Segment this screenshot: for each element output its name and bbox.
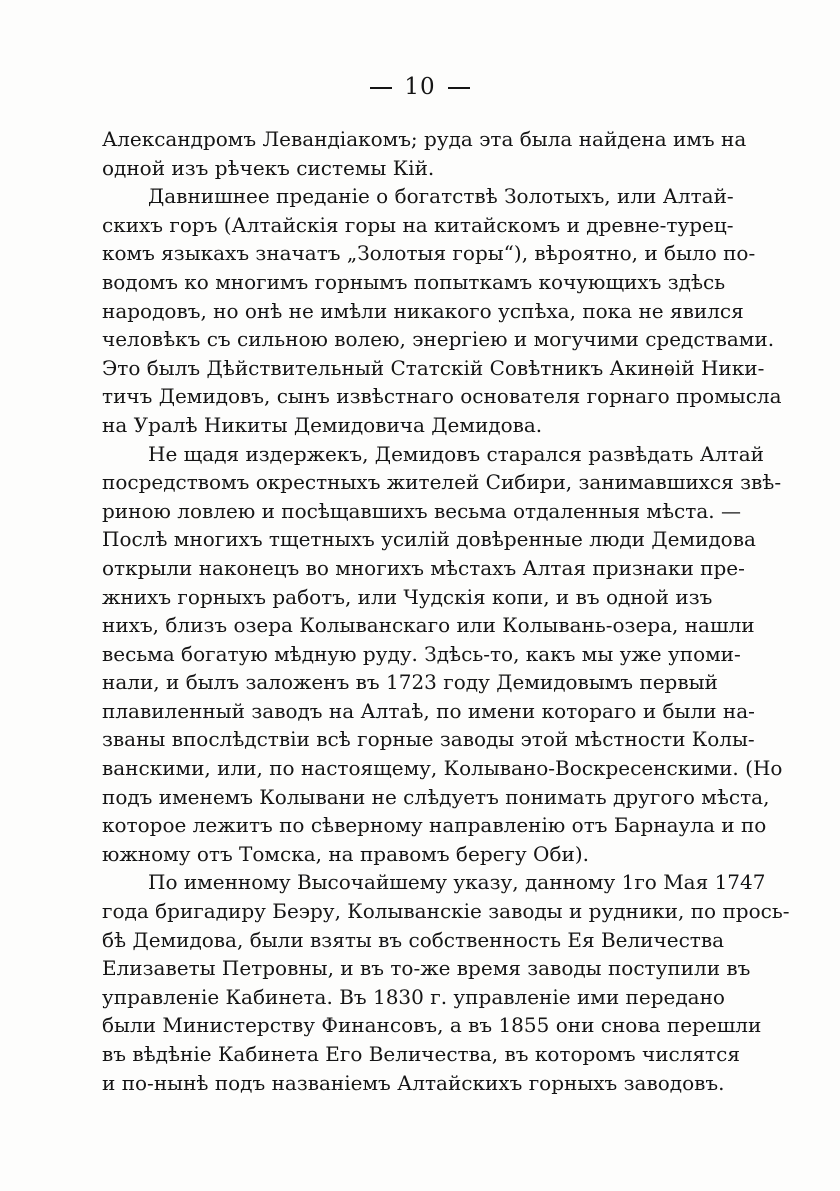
text-line: человѣкъ съ сильною волею, энергіею и могучими средствами.	[102, 327, 775, 352]
text-line: южному отъ Томска, на правомъ берегу Оби).	[102, 841, 589, 866]
text-line: нали, и былъ заложенъ въ 1723 году Демидовымъ первый	[102, 670, 718, 695]
text-line: и по-нынѣ подъ названіемъ Алтайскихъ горныхъ заводовъ.	[102, 1070, 725, 1095]
text-line: бѣ Демидова, были взяты въ собственность Ея Величества	[102, 927, 725, 952]
text-line: скихъ горъ (Алтайскія горы на китайскомъ и древне-турец-	[102, 212, 734, 237]
text-line: открыли наконецъ во многихъ мѣстахъ Алтая признаки пре-	[102, 555, 745, 580]
text-line: ванскими, или, по настоящему, Колывано-Воскресенскими. (Но	[102, 756, 783, 781]
text-line: риною ловлею и посѣщавшихъ весьма отдаленныя мѣста. —	[102, 498, 741, 523]
text-line: подъ именемъ Колывани не слѣдуетъ понимать другого мѣста,	[102, 784, 770, 809]
text-line: Александромъ Левандіакомъ; руда эта была найдена имъ на	[102, 127, 747, 151]
page-number-header	[0, 74, 840, 100]
text-line: комъ языкахъ значатъ „Золотыя горы“), вѣроятно, и было по-	[102, 241, 756, 266]
page-number: 10	[404, 74, 436, 100]
text-line: весьма богатую мѣдную руду. Здѣсь-то, какъ мы уже упоми-	[102, 641, 741, 666]
text-line: народовъ, но онѣ не имѣли никакого успѣха, пока не явился	[102, 298, 744, 323]
text-line: Давнишнее преданіе о богатствѣ Золотыхъ, или Алтай-	[148, 184, 734, 209]
text-line: управленіе Кабинета. Въ 1830 г. управленіе ими передано	[102, 984, 725, 1009]
text-line: водомъ ко многимъ горнымъ попыткамъ кочующихъ здѣсь	[102, 269, 726, 294]
text-line: Елизаветы Петровны, и въ то-же время заводы поступили въ	[102, 956, 751, 981]
text-line: нихъ, близъ озера Колыванскаго или Колывань-озера, нашли	[102, 613, 755, 638]
text-line: Не щадя издержекъ, Демидовъ старался развѣдать Алтай	[148, 441, 764, 466]
text-line: года бригадиру Беэру, Колыванскіе заводы и рудники, по прось-	[102, 899, 790, 924]
page-number-dash-left	[370, 87, 392, 89]
text-line: въ вѣдѣніе Кабинета Его Величества, въ которомъ числятся	[102, 1042, 740, 1066]
text-line: Послѣ многихъ тщетныхъ усилій довѣренные люди Демидова	[102, 527, 756, 552]
text-line: посредствомъ окрестныхъ жителей Сибири, занимавшихся звѣ-	[102, 470, 782, 495]
text-line: По именному Высочайшему указу, данному 1го Мая 1747	[148, 870, 766, 895]
text-line: которое лежитъ по сѣверному направленію отъ Барнаула и по	[102, 813, 767, 838]
body-text	[102, 125, 790, 1097]
text-line: Это былъ Дѣйствительный Статскій Совѣтникъ Акинѳій Ники-	[102, 355, 765, 380]
text-line: одной изъ рѣчекъ системы Кій.	[102, 155, 435, 180]
text-line: плавиленный заводъ на Алтаѣ, по имени котораго и были на-	[102, 698, 755, 723]
text-line: тичъ Демидовъ, сынъ извѣстнаго основателя горнаго промысла	[102, 384, 782, 409]
text-line: званы впослѣдствіи всѣ горные заводы этой мѣстности Колы-	[102, 727, 755, 752]
text-line: на Уралѣ Никиты Демидовича Демидова.	[102, 412, 543, 437]
page-number-dash-right	[448, 87, 470, 89]
text-line: были Министерству Финансовъ, а въ 1855 они снова перешли	[102, 1013, 762, 1038]
text-line: жнихъ горныхъ работъ, или Чудскія копи, и въ одной изъ	[102, 584, 713, 609]
